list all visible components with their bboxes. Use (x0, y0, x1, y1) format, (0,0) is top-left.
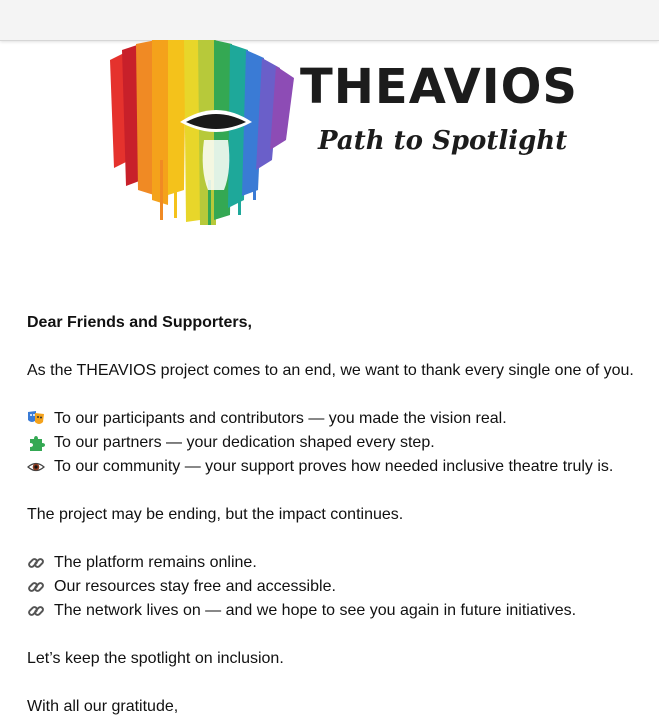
rainbow-curtain-icon (108, 40, 308, 230)
thanks-text: To our partners — your dedication shaped every step. (54, 434, 435, 451)
point-text: The network lives on — and we hope to see you again in future initiatives. (54, 602, 577, 619)
point-item-platform (27, 551, 647, 575)
thanks-item-partners (27, 431, 647, 455)
eye-icon (27, 458, 45, 476)
intro-paragraph: As the THEAVIOS project comes to an end, we want to thank every single one of you. (27, 362, 634, 379)
point-text: The platform remains online. (54, 554, 257, 571)
greeting: Dear Friends and Supporters, (27, 314, 252, 331)
thanks-item-community (27, 455, 647, 479)
point-item-network (27, 599, 647, 623)
thanks-text: To our participants and contributors — you made the vision real. (54, 410, 507, 427)
point-text: Our resources stay free and accessible. (54, 578, 336, 595)
logo-tagline: Path to Spotlight (318, 126, 568, 156)
closing-paragraph: Let’s keep the spotlight on inclusion. (27, 650, 284, 667)
email-toolbar (0, 0, 659, 41)
link-icon (27, 554, 45, 572)
signoff: With all our gratitude, (27, 698, 179, 715)
link-icon (27, 602, 45, 620)
point-item-resources (27, 575, 647, 599)
theatre-masks-icon (27, 410, 45, 428)
logo-wordmark: THEAVIOS (300, 59, 578, 115)
thanks-text: To our community — your support proves how needed inclusive theatre truly is. (54, 458, 614, 475)
thanks-item-participants (27, 407, 647, 431)
email-body (27, 311, 647, 719)
transition-paragraph: The project may be ending, but the impact continues. (27, 506, 404, 523)
puzzle-piece-icon (27, 434, 45, 452)
link-icon (27, 578, 45, 596)
